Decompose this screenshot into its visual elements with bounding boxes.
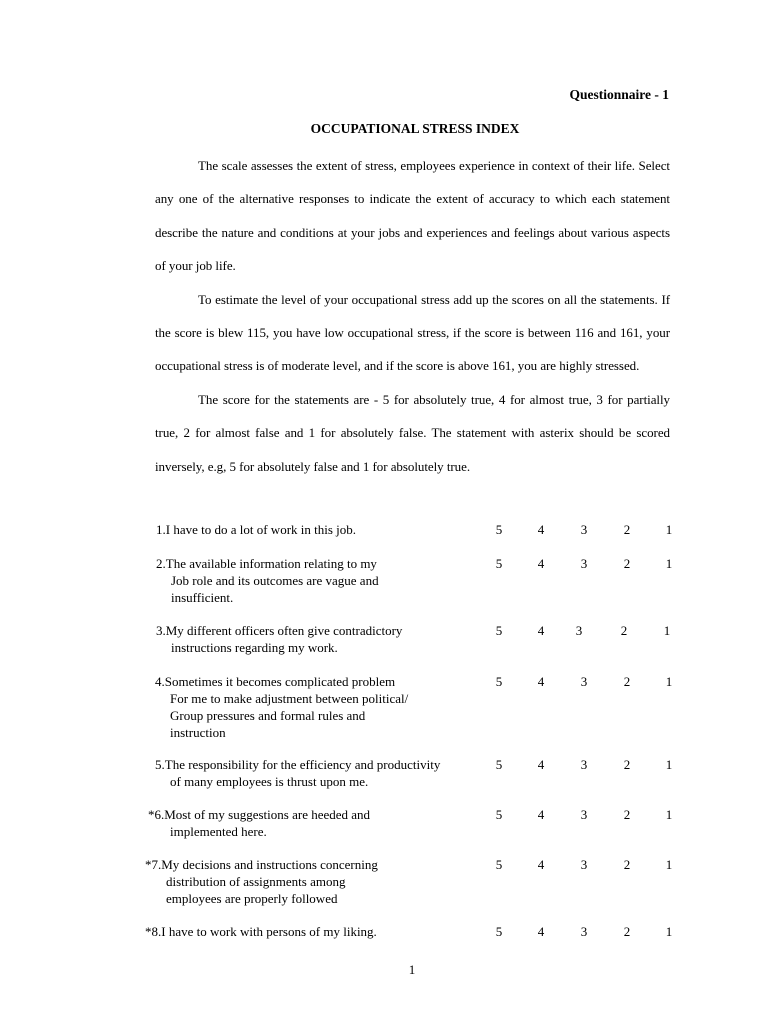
question-number: 5. (155, 757, 165, 772)
question-line: Group pressures and formal rules and (170, 708, 366, 723)
question-text (156, 555, 379, 606)
question-text (145, 856, 378, 907)
score-option-4[interactable]: 4 (537, 924, 545, 939)
score-option-2[interactable]: 2 (623, 757, 631, 772)
question-line (148, 806, 370, 823)
question-line: implemented here. (170, 824, 267, 839)
question-number: 1. (156, 522, 166, 537)
score-option-1[interactable]: 1 (665, 556, 673, 571)
question-number: *6. (148, 807, 165, 822)
question-text (156, 521, 356, 538)
question-text (148, 806, 370, 840)
score-option-4[interactable]: 4 (537, 556, 545, 571)
score-option-3[interactable]: 3 (580, 556, 588, 571)
score-option-2[interactable]: 2 (623, 556, 631, 571)
score-option-5[interactable]: 5 (495, 556, 503, 571)
question-line-text: I have to do a lot of work in this job. (165, 522, 357, 537)
page-number: 1 (408, 962, 416, 977)
question-line: instructions regarding my work. (171, 640, 338, 655)
question-text (156, 622, 402, 656)
score-option-2[interactable]: 2 (623, 924, 631, 939)
question-number: *7. (145, 857, 162, 872)
score-option-1[interactable]: 1 (665, 674, 673, 689)
question-line-text: Most of my suggestions are heeded and (164, 807, 371, 822)
score-option-4[interactable]: 4 (537, 857, 545, 872)
score-option-1[interactable]: 1 (665, 522, 673, 537)
question-number: 3. (156, 623, 166, 638)
score-option-1[interactable]: 1 (665, 924, 673, 939)
question-number: 2. (156, 556, 166, 571)
score-option-4[interactable]: 4 (537, 623, 545, 638)
question-line-text: I have to work with persons of my liking. (161, 924, 377, 939)
score-option-1[interactable]: 1 (665, 807, 673, 822)
question-line-text: Sometimes it becomes complicated problem (164, 674, 396, 689)
question-line-text: The available information relating to my (165, 556, 377, 571)
question-line: Job role and its outcomes are vague and (171, 573, 379, 588)
score-option-3[interactable]: 3 (580, 857, 588, 872)
question-line: insufficient. (171, 590, 234, 605)
score-option-5[interactable]: 5 (495, 924, 503, 939)
score-option-3[interactable]: 3 (580, 757, 588, 772)
score-option-5[interactable]: 5 (495, 623, 503, 638)
score-option-5[interactable]: 5 (495, 857, 503, 872)
question-text (155, 673, 408, 741)
score-option-3[interactable]: 3 (575, 623, 583, 638)
question-line-text: My different officers often give contradictory (165, 623, 403, 638)
score-option-2[interactable]: 2 (623, 807, 631, 822)
questionnaire-label: Questionnaire - 1 (569, 87, 669, 102)
score-option-5[interactable]: 5 (495, 807, 503, 822)
question-line (155, 756, 440, 773)
score-option-1[interactable]: 1 (665, 857, 673, 872)
score-option-3[interactable]: 3 (580, 924, 588, 939)
score-option-3[interactable]: 3 (580, 807, 588, 822)
intro-paragraph: To estimate the level of your occupational stress add up the scores on all the statements. If the score is blew 115, you have low occupational stress, if the score is between 116 and 161, your occupational stress is of moderate level, and if the score is above 161, you are highly stressed. (155, 291, 670, 374)
question-text (145, 923, 377, 940)
question-line: employees are properly followed (166, 891, 338, 906)
question-line (145, 856, 378, 873)
question-line (155, 673, 408, 690)
document-title: OCCUPATIONAL STRESS INDEX (310, 121, 520, 136)
score-option-1[interactable]: 1 (665, 757, 673, 772)
score-option-3[interactable]: 3 (580, 674, 588, 689)
question-line: of many employees is thrust upon me. (170, 774, 369, 789)
score-option-2[interactable]: 2 (623, 674, 631, 689)
question-text (155, 756, 440, 790)
score-option-5[interactable]: 5 (495, 522, 503, 537)
score-option-4[interactable]: 4 (537, 757, 545, 772)
question-line (156, 555, 379, 572)
score-option-1[interactable]: 1 (663, 623, 671, 638)
question-line: instruction (170, 725, 226, 740)
score-option-2[interactable]: 2 (623, 857, 631, 872)
question-number: 4. (155, 674, 165, 689)
score-option-2[interactable]: 2 (620, 623, 628, 638)
question-line (145, 923, 377, 940)
question-line: For me to make adjustment between political/ (170, 691, 409, 706)
intro-paragraph: The score for the statements are - 5 for absolutely true, 4 for almost true, 3 for partially true, 2 for almost false and 1 for absolutely false. The statement with asterix should be scored inversely, e.g, 5 for absolutely false and 1 for absolutely true. (155, 391, 670, 474)
score-option-2[interactable]: 2 (623, 522, 631, 537)
intro-paragraph: The scale assesses the extent of stress, employees experience in context of their life. Select any one of the alternative responses to indicate the extent of accuracy to which each statement describe the nature and conditions at your jobs and experiences and feelings about various aspects of your job life. (155, 158, 670, 274)
score-option-4[interactable]: 4 (537, 807, 545, 822)
question-line-text: The responsibility for the efficiency and productivity (164, 757, 441, 772)
question-number: *8. (145, 924, 162, 939)
question-line: distribution of assignments among (166, 874, 346, 889)
score-option-4[interactable]: 4 (537, 674, 545, 689)
score-option-3[interactable]: 3 (580, 522, 588, 537)
question-line (156, 622, 402, 639)
question-line-text: My decisions and instructions concerning (161, 857, 378, 872)
score-option-4[interactable]: 4 (537, 522, 545, 537)
score-option-5[interactable]: 5 (495, 757, 503, 772)
question-line (156, 521, 356, 538)
score-option-5[interactable]: 5 (495, 674, 503, 689)
